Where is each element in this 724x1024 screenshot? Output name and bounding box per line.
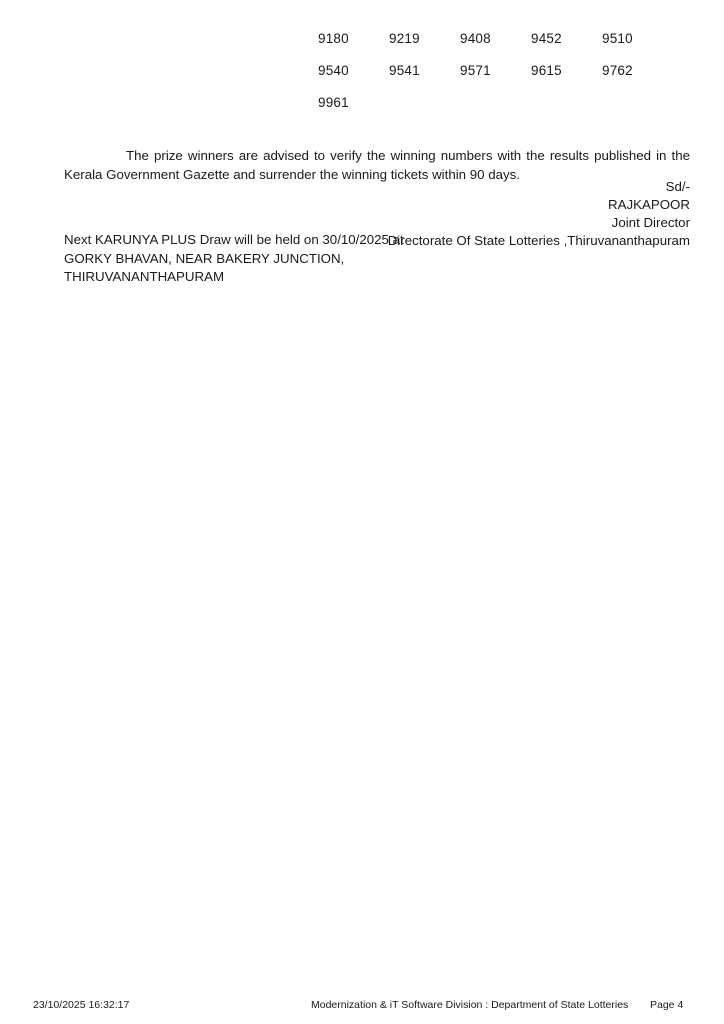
number-cell: 9510: [602, 30, 633, 46]
number-cell: 9961: [318, 94, 349, 110]
page-footer: [0, 999, 724, 1015]
footer-timestamp: 23/10/2025 16:32:17: [33, 999, 130, 1011]
footer-department: Modernization & iT Software Division : Department of State Lotteries: [311, 999, 629, 1011]
winning-numbers-grid: [318, 22, 678, 118]
next-draw-block: [64, 231, 404, 287]
advisory-text: The prize winners are advised to verify the winning numbers with the results published in the Kerala Government Gazette and surrender the winning tickets within 90 days.: [64, 148, 690, 182]
signature-office: Directorate Of State Lotteries ,Thiruvananthapuram: [387, 233, 690, 248]
number-cell: 9219: [389, 30, 420, 46]
signature-sd: Sd/-: [665, 179, 690, 194]
number-cell: 9408: [460, 30, 491, 46]
signature-block: [370, 178, 690, 250]
number-cell: 9615: [531, 62, 562, 78]
number-row: [318, 86, 678, 118]
number-cell: 9452: [531, 30, 562, 46]
number-cell: 9540: [318, 62, 349, 78]
next-draw-line-3: THIRUVANANTHAPURAM: [64, 269, 225, 284]
number-cell: 9180: [318, 30, 349, 46]
number-row: [318, 54, 678, 86]
number-cell: 9762: [602, 62, 633, 78]
signature-designation: Joint Director: [611, 215, 690, 230]
signature-name: RAJKAPOOR: [607, 197, 690, 212]
number-row: [318, 22, 678, 54]
next-draw-line-1: Next KARUNYA PLUS Draw will be held on 30/10/2025 at: [64, 232, 404, 247]
number-cell: 9571: [460, 62, 491, 78]
next-draw-line-2: GORKY BHAVAN, NEAR BAKERY JUNCTION,: [64, 250, 345, 266]
number-cell: 9541: [389, 62, 420, 78]
footer-page-number: Page 4: [650, 999, 684, 1011]
